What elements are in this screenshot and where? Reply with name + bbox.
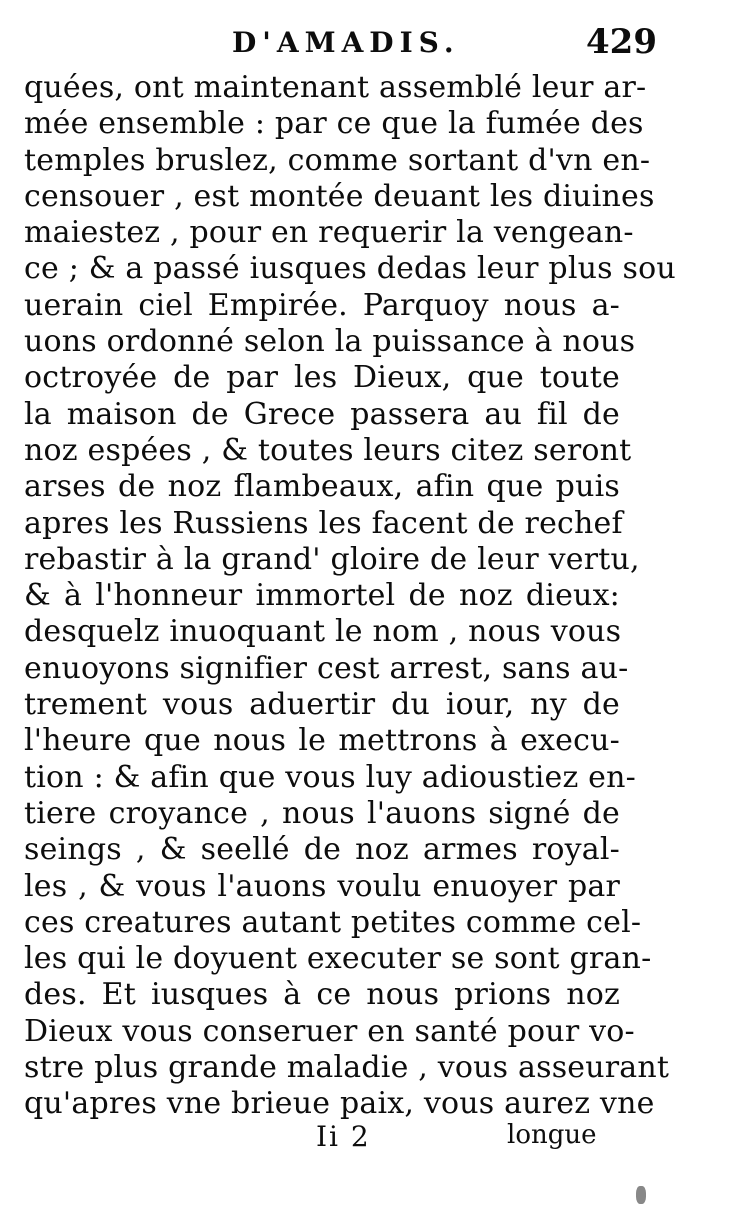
text-line: quées, ont maintenant assemblé leur ar- bbox=[24, 70, 647, 105]
page-footer bbox=[0, 1112, 751, 1162]
text-line: Dieux vous conseruer en santé pour vo- bbox=[24, 1013, 635, 1049]
text-line: desquelz inuoquant le nom , nous vous bbox=[24, 614, 622, 650]
text-line: temples bruslez, comme sortant d'vn en- bbox=[24, 142, 651, 178]
text-line: mée ensemble : par ce que la fumée des bbox=[24, 106, 644, 142]
text-line: ces creatures autant petites comme cel- bbox=[24, 904, 642, 940]
text-line: les qui le doyuent executer se sont gran- bbox=[24, 941, 652, 977]
running-head bbox=[0, 22, 751, 72]
running-title: D'AMADIS. bbox=[232, 26, 460, 59]
page-number: 429 bbox=[586, 22, 657, 62]
text-line: l'heure que nous le mettrons à execu- bbox=[24, 723, 620, 759]
text-line: maiestez , pour en requerir la vengean- bbox=[24, 215, 634, 251]
text-line: censouer , est montée deuant les diuines bbox=[24, 178, 655, 214]
text-line: qu'apres vne brieue paix, vous aurez vne bbox=[24, 1086, 655, 1122]
text-line: uerain ciel Empirée. Parquoy nous a- bbox=[24, 287, 620, 323]
text-line: arses de noz flambeaux, afin que puis bbox=[24, 469, 620, 505]
text-line: rebastir à la grand' gloire de leur vertu, bbox=[24, 541, 640, 577]
text-line: tiere croyance , nous l'auons signé de bbox=[24, 795, 620, 831]
text-line: ce ; & a passé iusques dedas leur plus sou bbox=[24, 251, 676, 287]
signature-mark: Ii 2 bbox=[316, 1120, 371, 1153]
catchword: longue bbox=[507, 1120, 597, 1150]
text-line: & à l'honneur immortel de noz dieux: bbox=[24, 578, 620, 614]
ink-speck bbox=[636, 1186, 646, 1204]
text-line: trement vous aduertir du iour, ny de bbox=[24, 687, 620, 723]
text-line: la maison de Grece passera au fil de bbox=[24, 396, 620, 432]
text-line: octroyée de par les Dieux, que toute bbox=[24, 360, 620, 396]
text-line: uons ordonné selon la puissance à nous bbox=[24, 324, 636, 360]
text-line: seings , & seellé de noz armes royal- bbox=[24, 832, 620, 868]
text-line: des. Et iusques à ce nous prions noz bbox=[24, 977, 620, 1013]
text-line: les , & vous l'auons voulu enuoyer par bbox=[24, 868, 620, 904]
text-line: enuoyons signifier cest arrest, sans au- bbox=[24, 650, 629, 686]
text-line: noz espées , & toutes leurs citez seront bbox=[24, 432, 632, 468]
text-line: tion : & afin que vous luy adioustiez en- bbox=[24, 759, 636, 795]
text-line: stre plus grande maladie , vous asseurant bbox=[24, 1050, 670, 1086]
body-text bbox=[24, 70, 676, 1123]
text-line: apres les Russiens les facent de rechef bbox=[24, 505, 623, 541]
